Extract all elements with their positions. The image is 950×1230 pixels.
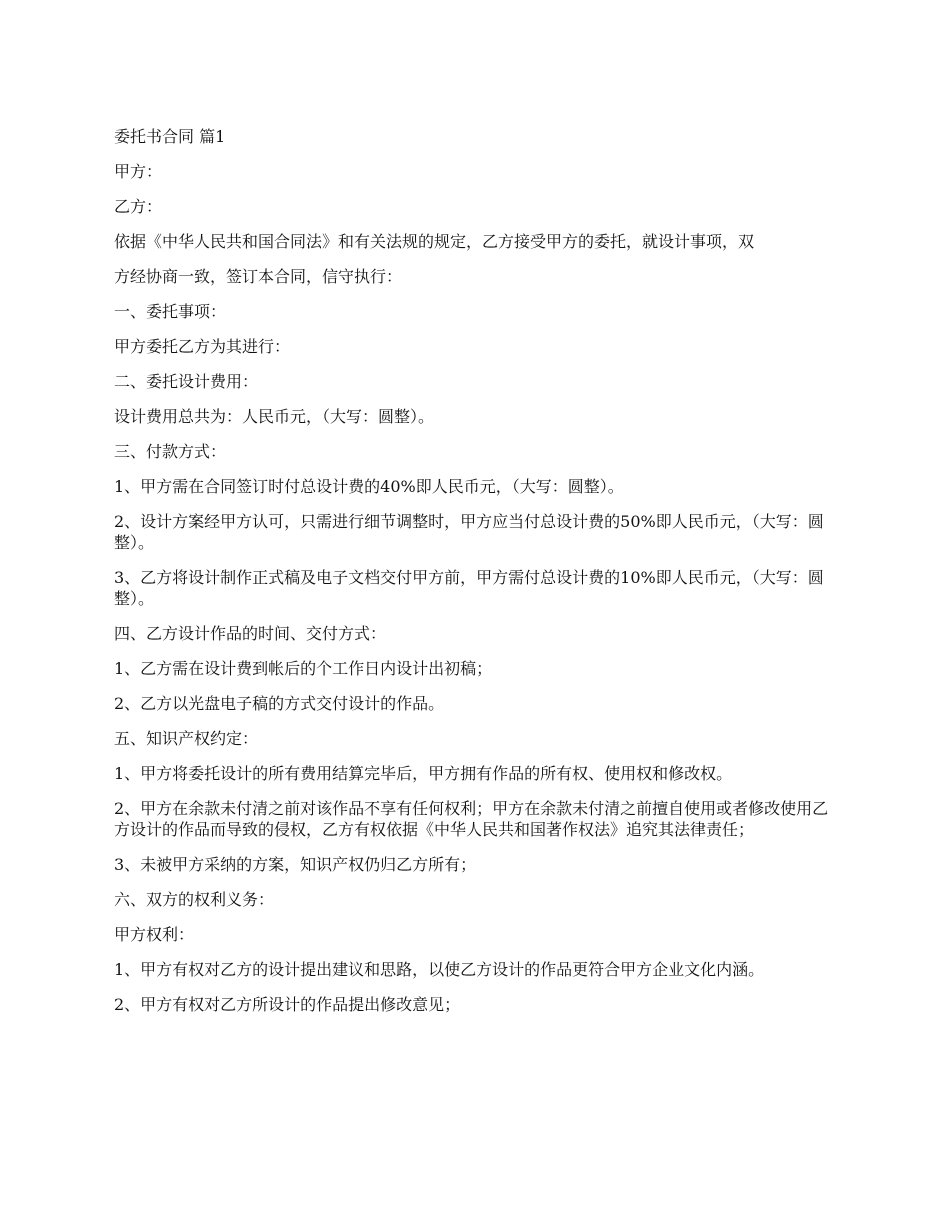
- paragraph: 2、甲方在余款未付清之前对该作品不享有任何权利；甲方在余款未付清之前擅自使用或者修改使用乙方设计的作品而导致的侵权，乙方有权依据《中华人民共和国著作权法》追究其法律责任；: [114, 799, 829, 839]
- paragraph: 2、乙方以光盘电子稿的方式交付设计的作品。: [114, 694, 445, 713]
- paragraph: 3、未被甲方采纳的方案，知识产权仍归乙方所有；: [114, 855, 477, 874]
- paragraph: 设计费用总共为：人民币元，（大写：圆整）。: [114, 407, 435, 426]
- section-heading-5: 五、知识产权约定：: [114, 729, 259, 748]
- paragraph: 1、乙方需在设计费到帐后的个工作日内设计出初稿；: [114, 659, 493, 678]
- paragraph: 1、甲方将委托设计的所有费用结算完毕后，甲方拥有作品的所有权、使用权和修改权。: [114, 764, 733, 783]
- section-heading-1: 一、委托事项：: [114, 302, 227, 321]
- paragraph: 1、甲方需在合同签订时付总设计费的40%即人民币元，（大写：圆整）。: [114, 477, 624, 496]
- section-heading-3: 三、付款方式：: [114, 442, 227, 461]
- paragraph: 3、乙方将设计制作正式稿及电子文档交付甲方前，甲方需付总设计费的10%即人民币元，（大写：圆整）。: [114, 568, 824, 608]
- section-heading-6: 六、双方的权利义务：: [114, 890, 275, 909]
- paragraph: 甲方委托乙方为其进行：: [114, 337, 291, 356]
- preamble-line-2: 方经协商一致，签订本合同，信守执行：: [114, 267, 403, 286]
- section-heading-2: 二、委托设计费用：: [114, 372, 259, 391]
- paragraph: 1、甲方有权对乙方的设计提出建议和思路，以使乙方设计的作品更符合甲方企业文化内涵。: [114, 960, 765, 979]
- document-body: [114, 126, 840, 1029]
- document-title: 委托书合同 篇1: [114, 127, 226, 146]
- party-b-line: 乙方：: [114, 197, 163, 216]
- party-a-line: 甲方：: [114, 162, 163, 181]
- section-heading-4: 四、乙方设计作品的时间、交付方式：: [114, 624, 387, 643]
- paragraph: 2、设计方案经甲方认可，只需进行细节调整时，甲方应当付总设计费的50%即人民币元，（大写：圆整）。: [114, 512, 824, 552]
- subheading: 甲方权利：: [114, 925, 195, 944]
- preamble-line-1: 依据《中华人民共和国合同法》和有关法规的规定，乙方接受甲方的委托，就设计事项，双: [114, 232, 755, 251]
- paragraph: 2、甲方有权对乙方所设计的作品提出修改意见；: [114, 995, 461, 1014]
